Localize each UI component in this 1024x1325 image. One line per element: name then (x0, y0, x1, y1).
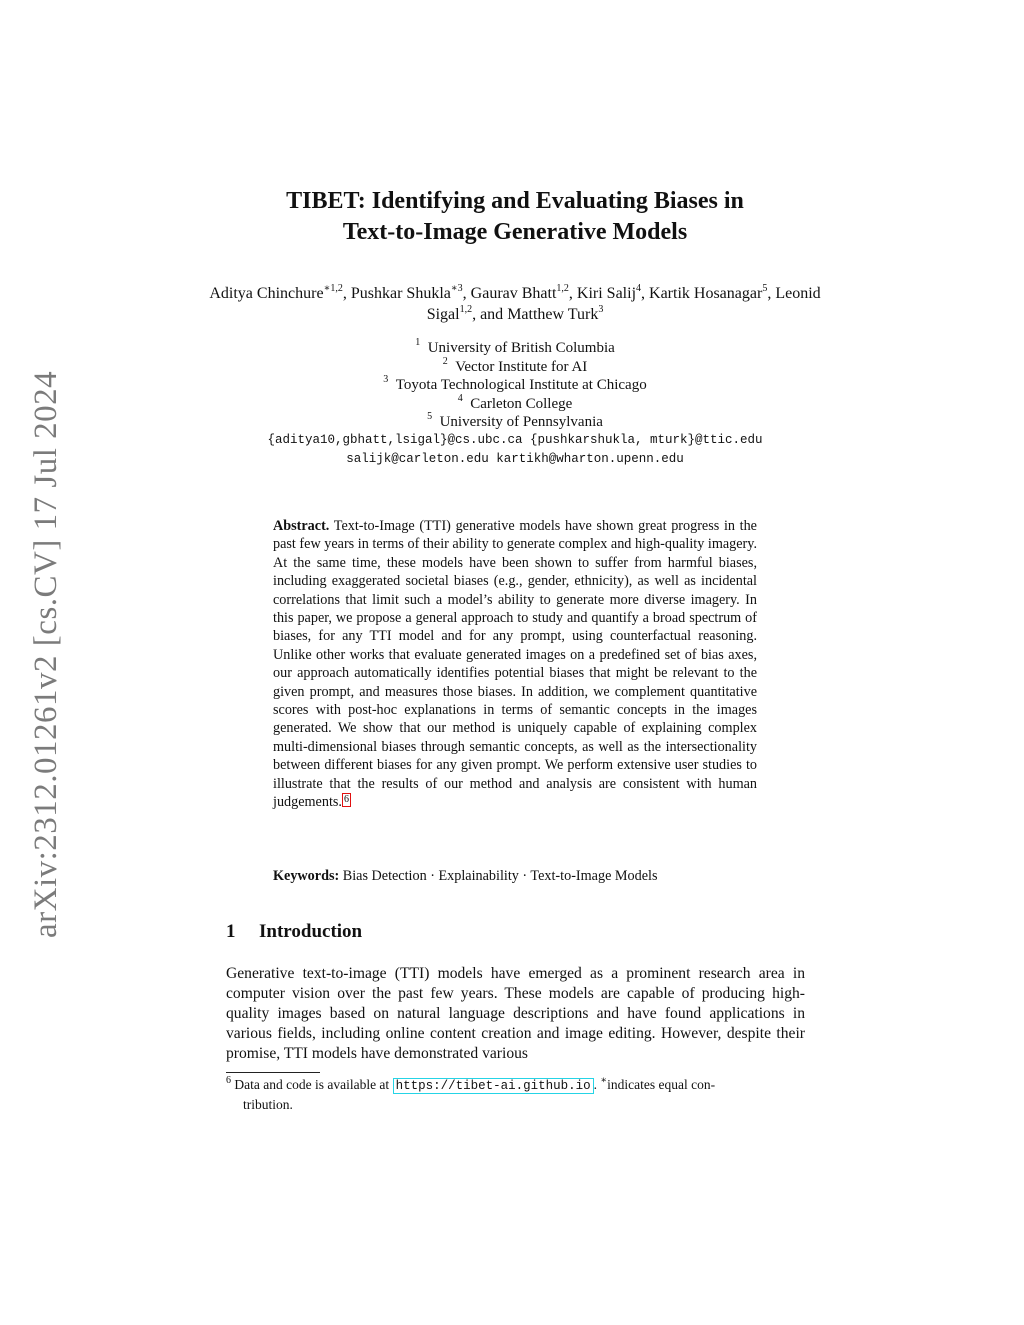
affiliation-name: Vector Institute for AI (455, 358, 588, 375)
email-line-1: {aditya10,gbhatt,lsigal}@cs.ubc.ca {pushkarshukla, mturk}@ttic.edu (267, 433, 763, 447)
affiliation-marker: 3 (383, 374, 389, 385)
affiliation-name: University of British Columbia (427, 340, 615, 356)
affiliation-line (260, 392, 770, 414)
affiliation-marker: 2 (442, 355, 448, 367)
section-heading-introduction (226, 919, 362, 945)
paper-title-line-1: TIBET: Identifying and Evaluating Biases in (286, 188, 744, 214)
author-separator: , (462, 285, 471, 302)
author-separator: , (641, 285, 650, 302)
author-separator: , (568, 285, 577, 302)
author-separator: , (767, 285, 776, 302)
author-separator: , and (472, 306, 508, 323)
email-line-2: salijk@carleton.edu kartikh@wharton.upenn.edu (346, 451, 684, 466)
paper-title-line-2: Text-to-Image Generative Models (342, 219, 688, 245)
author-affiliation-marker: 4 (636, 282, 642, 294)
author-list (200, 283, 830, 325)
author-name: Pushkar Shukla (350, 285, 451, 302)
footnote-6 (226, 1076, 805, 1114)
affiliation-line (260, 413, 770, 432)
affiliation-line (260, 339, 770, 358)
author-name: Matthew Turk (507, 306, 599, 323)
abstract-text: Text-to-Image (TTI) generative models have shown great progress in the past few years in terms of their ability to generate complex and high-quality imagery. At the same time, these models have been shown to suffer from harmful biases, including exaggerated societal biases (e.g., gender, ethnicity), as well as incidental correlations that limit such a model’s ability to generate more diverse imagery. In this paper, we propose a general approach to study and quantify a broad spectrum of biases, for any TTI model and for any prompt, using counterfactual reasoning. Unlike other works that evaluate generated images on a predefined set of bias axes, our approach automatically identifies potential biases that might be relevant to the given prompt, and measures those biases. In addition, we complement quantitative scores with post-hoc explanations in terms of semantic concepts in the images generated. We show that our method is uniquely capable of explaining complex multi-dimensional biases through semantic concepts, as well as the intersectionality between different biases for any given prompt. We perform extensive user studies to illustrate that the results of our method and analysis are consistent with human judgements. (273, 518, 757, 811)
affiliation-name: Toyota Technological Institute at Chicago (395, 377, 647, 393)
affiliation-list (260, 339, 770, 432)
affiliation-line (260, 355, 770, 377)
author-name: Gaurav Bhatt (470, 285, 557, 302)
section-number: 1 (226, 921, 236, 942)
affiliation-marker: 1 (415, 337, 421, 348)
introduction-paragraph: Generative text-to-image (TTI) models have emerged as a prominent research area in computer vision over the past few years. These models are capable of producing high-quality images based on natural language descriptions and have found applications in various fields, including online content creation and image editing. However, despite their promise, TTI models have demonstrated various (226, 965, 805, 1062)
keywords-label: Keywords: (273, 868, 340, 884)
author-affiliation-marker: ∗3 (450, 282, 463, 294)
affiliation-name: Carleton College (470, 395, 573, 412)
arxiv-identifier-stamp: arXiv:2312.01261v2 [cs.CV] 17 Jul 2024 (28, 370, 64, 938)
affiliation-line (260, 376, 770, 395)
author-affiliation-marker: 1,2 (459, 303, 473, 315)
author-name: Aditya Chinchure (209, 285, 324, 302)
keywords-text: Bias Detection · Explainability · Text-to-Image Models (342, 868, 658, 884)
author-name: Leonid Sigal (426, 285, 821, 323)
abstract-label: Abstract. (273, 518, 330, 534)
footnote-link-6[interactable]: 6 (343, 794, 349, 806)
equal-contribution-star: ∗ (600, 1074, 608, 1086)
author-name: Kiri Salij (576, 285, 637, 302)
footnote-divider (226, 1072, 320, 1073)
author-affiliation-marker: 5 (762, 282, 768, 294)
footnote-continuation: tribution. (243, 1096, 293, 1112)
abstract (273, 517, 757, 812)
paper-title (180, 186, 850, 248)
project-url-link[interactable]: https://tibet-ai.github.io (393, 1078, 594, 1094)
author-emails (180, 431, 850, 468)
section-title: Introduction (259, 921, 363, 942)
footnote-text-before: Data and code is available at (234, 1077, 390, 1092)
author-separator: , (342, 285, 351, 302)
author-affiliation-marker: 1,2 (556, 282, 569, 294)
author-name: Kartik Hosanagar (649, 285, 763, 302)
affiliation-marker: 4 (457, 392, 463, 404)
affiliation-name: University of Pennsylvania (439, 414, 603, 430)
author-affiliation-marker: ∗1,2 (323, 282, 343, 294)
footnote-text-after: indicates equal con- (607, 1077, 716, 1092)
keywords (273, 867, 793, 886)
footnote-url-period: . (593, 1077, 597, 1092)
author-affiliation-marker: 3 (598, 303, 604, 315)
affiliation-marker: 5 (427, 411, 433, 422)
footnote-marker: 6 (226, 1074, 231, 1086)
